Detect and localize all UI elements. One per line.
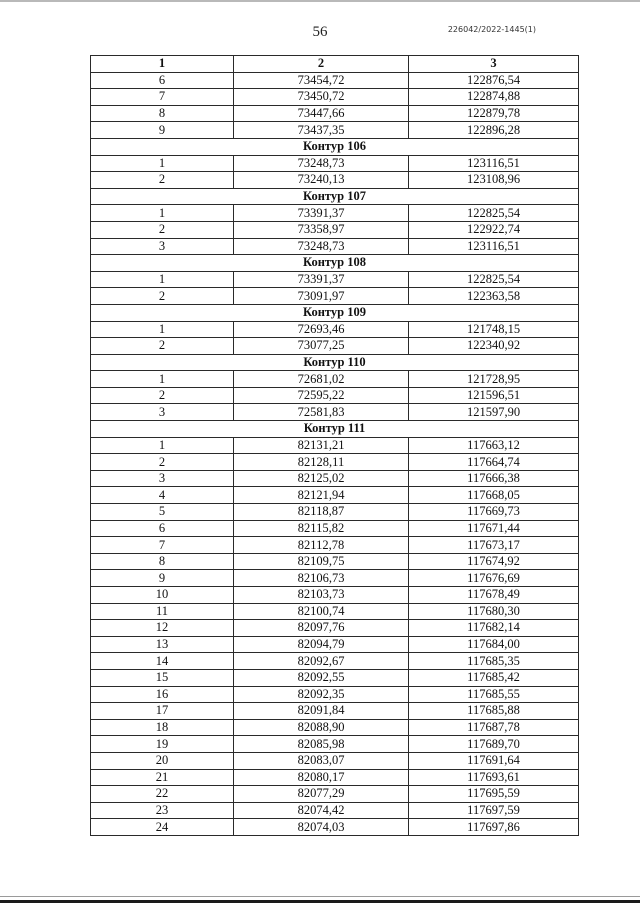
point-number-cell: 3 xyxy=(91,470,234,487)
table-row xyxy=(91,387,579,404)
table-row xyxy=(91,172,579,189)
contour-heading: Контур 111 xyxy=(91,421,579,438)
y-coordinate-cell: 123116,51 xyxy=(409,238,579,255)
point-number-cell: 8 xyxy=(91,553,234,570)
y-coordinate-cell: 122879,78 xyxy=(409,105,579,122)
x-coordinate-cell: 82092,67 xyxy=(234,653,409,670)
table-row xyxy=(91,769,579,786)
point-number-cell: 1 xyxy=(91,155,234,172)
point-number-cell: 1 xyxy=(91,205,234,222)
y-coordinate-cell: 117680,30 xyxy=(409,603,579,620)
y-coordinate-cell: 117682,14 xyxy=(409,620,579,637)
x-coordinate-cell: 73091,97 xyxy=(234,288,409,305)
x-coordinate-cell: 73077,25 xyxy=(234,338,409,355)
point-number-cell: 20 xyxy=(91,752,234,769)
point-number-cell: 18 xyxy=(91,719,234,736)
table-header xyxy=(91,56,579,73)
point-number-cell: 4 xyxy=(91,487,234,504)
table-row xyxy=(91,587,579,604)
table-row xyxy=(91,786,579,803)
point-number-cell: 24 xyxy=(91,819,234,836)
y-coordinate-cell: 122896,28 xyxy=(409,122,579,139)
y-coordinate-cell: 117664,74 xyxy=(409,454,579,471)
contour-heading: Контур 107 xyxy=(91,188,579,205)
x-coordinate-cell: 72693,46 xyxy=(234,321,409,338)
table-row xyxy=(91,221,579,238)
x-coordinate-cell: 73454,72 xyxy=(234,72,409,89)
table-row xyxy=(91,470,579,487)
y-coordinate-cell: 123108,96 xyxy=(409,172,579,189)
y-coordinate-cell: 121728,95 xyxy=(409,371,579,388)
point-number-cell: 12 xyxy=(91,620,234,637)
x-coordinate-cell: 72581,83 xyxy=(234,404,409,421)
point-number-cell: 2 xyxy=(91,221,234,238)
point-number-cell: 22 xyxy=(91,786,234,803)
y-coordinate-cell: 117685,42 xyxy=(409,669,579,686)
y-coordinate-cell: 117674,92 xyxy=(409,553,579,570)
table-row xyxy=(91,504,579,521)
y-coordinate-cell: 117691,64 xyxy=(409,752,579,769)
y-coordinate-cell: 117693,61 xyxy=(409,769,579,786)
x-coordinate-cell: 82103,73 xyxy=(234,587,409,604)
table-row xyxy=(91,454,579,471)
x-coordinate-cell: 82092,55 xyxy=(234,669,409,686)
point-number-cell: 10 xyxy=(91,587,234,604)
table-row xyxy=(91,404,579,421)
table-row xyxy=(91,802,579,819)
x-coordinate-cell: 82125,02 xyxy=(234,470,409,487)
table-row xyxy=(91,537,579,554)
table-row xyxy=(91,553,579,570)
x-coordinate-cell: 73450,72 xyxy=(234,89,409,106)
header-row xyxy=(91,56,579,73)
table-row xyxy=(91,819,579,836)
y-coordinate-cell: 121748,15 xyxy=(409,321,579,338)
table-row xyxy=(91,288,579,305)
point-number-cell: 5 xyxy=(91,504,234,521)
point-number-cell: 17 xyxy=(91,703,234,720)
bottom-edge-rule xyxy=(0,900,640,903)
x-coordinate-cell: 82074,03 xyxy=(234,819,409,836)
table-row xyxy=(91,603,579,620)
y-coordinate-cell: 122825,54 xyxy=(409,271,579,288)
table-row xyxy=(91,155,579,172)
x-coordinate-cell: 82112,78 xyxy=(234,537,409,554)
contour-heading: Контур 110 xyxy=(91,354,579,371)
document-id: 226042/2022-1445(1) xyxy=(447,25,536,34)
x-coordinate-cell: 82088,90 xyxy=(234,719,409,736)
table-body xyxy=(91,72,579,835)
x-coordinate-cell: 73391,37 xyxy=(234,271,409,288)
table-row xyxy=(91,669,579,686)
y-coordinate-cell: 122825,54 xyxy=(409,205,579,222)
top-edge-rule xyxy=(0,0,640,2)
x-coordinate-cell: 82121,94 xyxy=(234,487,409,504)
table-row xyxy=(91,437,579,454)
contour-heading-row xyxy=(91,188,579,205)
y-coordinate-cell: 123116,51 xyxy=(409,155,579,172)
x-coordinate-cell: 82077,29 xyxy=(234,786,409,803)
point-number-cell: 7 xyxy=(91,537,234,554)
point-number-cell: 9 xyxy=(91,570,234,587)
point-number-cell: 7 xyxy=(91,89,234,106)
point-number-cell: 9 xyxy=(91,122,234,139)
point-number-cell: 2 xyxy=(91,288,234,305)
point-number-cell: 15 xyxy=(91,669,234,686)
y-coordinate-cell: 117697,59 xyxy=(409,802,579,819)
y-coordinate-cell: 117689,70 xyxy=(409,736,579,753)
x-coordinate-cell: 72681,02 xyxy=(234,371,409,388)
y-coordinate-cell: 117666,38 xyxy=(409,470,579,487)
x-coordinate-cell: 82106,73 xyxy=(234,570,409,587)
header-col-3: 3 xyxy=(409,56,579,73)
page-number: 56 xyxy=(312,24,328,40)
table-row xyxy=(91,736,579,753)
table-row xyxy=(91,105,579,122)
table-row xyxy=(91,520,579,537)
x-coordinate-cell: 82100,74 xyxy=(234,603,409,620)
point-number-cell: 16 xyxy=(91,686,234,703)
x-coordinate-cell: 82085,98 xyxy=(234,736,409,753)
x-coordinate-cell: 73240,13 xyxy=(234,172,409,189)
table-row xyxy=(91,238,579,255)
point-number-cell: 2 xyxy=(91,387,234,404)
point-number-cell: 1 xyxy=(91,321,234,338)
table-row xyxy=(91,620,579,637)
point-number-cell: 2 xyxy=(91,454,234,471)
point-number-cell: 2 xyxy=(91,172,234,189)
table-row xyxy=(91,271,579,288)
contour-heading: Контур 108 xyxy=(91,255,579,272)
y-coordinate-cell: 117687,78 xyxy=(409,719,579,736)
contour-heading-row xyxy=(91,421,579,438)
point-number-cell: 6 xyxy=(91,520,234,537)
header-col-2: 2 xyxy=(234,56,409,73)
y-coordinate-cell: 117684,00 xyxy=(409,636,579,653)
table-row xyxy=(91,89,579,106)
point-number-cell: 8 xyxy=(91,105,234,122)
bottom-edge-rule-thin xyxy=(0,896,640,897)
x-coordinate-cell: 73248,73 xyxy=(234,238,409,255)
x-coordinate-cell: 72595,22 xyxy=(234,387,409,404)
y-coordinate-cell: 121597,90 xyxy=(409,404,579,421)
header-col-1: 1 xyxy=(91,56,234,73)
table-row xyxy=(91,321,579,338)
point-number-cell: 2 xyxy=(91,338,234,355)
point-number-cell: 14 xyxy=(91,653,234,670)
contour-heading-row xyxy=(91,354,579,371)
contour-heading-row xyxy=(91,255,579,272)
point-number-cell: 1 xyxy=(91,371,234,388)
x-coordinate-cell: 82097,76 xyxy=(234,620,409,637)
y-coordinate-cell: 122874,88 xyxy=(409,89,579,106)
y-coordinate-cell: 122340,92 xyxy=(409,338,579,355)
table-row xyxy=(91,72,579,89)
point-number-cell: 11 xyxy=(91,603,234,620)
point-number-cell: 1 xyxy=(91,437,234,454)
x-coordinate-cell: 82080,17 xyxy=(234,769,409,786)
x-coordinate-cell: 73391,37 xyxy=(234,205,409,222)
x-coordinate-cell: 73358,97 xyxy=(234,221,409,238)
x-coordinate-cell: 82115,82 xyxy=(234,520,409,537)
table-row xyxy=(91,122,579,139)
x-coordinate-cell: 82094,79 xyxy=(234,636,409,653)
table-row xyxy=(91,338,579,355)
x-coordinate-cell: 73447,66 xyxy=(234,105,409,122)
contour-heading: Контур 106 xyxy=(91,138,579,155)
table-row xyxy=(91,752,579,769)
contour-heading-row xyxy=(91,304,579,321)
x-coordinate-cell: 82091,84 xyxy=(234,703,409,720)
x-coordinate-cell: 82109,75 xyxy=(234,553,409,570)
point-number-cell: 1 xyxy=(91,271,234,288)
y-coordinate-cell: 122922,74 xyxy=(409,221,579,238)
x-coordinate-cell: 82092,35 xyxy=(234,686,409,703)
point-number-cell: 3 xyxy=(91,238,234,255)
table-row xyxy=(91,570,579,587)
table-row xyxy=(91,487,579,504)
table-row xyxy=(91,686,579,703)
y-coordinate-cell: 121596,51 xyxy=(409,387,579,404)
x-coordinate-cell: 82083,07 xyxy=(234,752,409,769)
y-coordinate-cell: 117678,49 xyxy=(409,587,579,604)
y-coordinate-cell: 117685,55 xyxy=(409,686,579,703)
x-coordinate-cell: 82118,87 xyxy=(234,504,409,521)
coordinates-table xyxy=(90,55,579,836)
x-coordinate-cell: 82128,11 xyxy=(234,454,409,471)
y-coordinate-cell: 122363,58 xyxy=(409,288,579,305)
table-row xyxy=(91,719,579,736)
table-row xyxy=(91,653,579,670)
y-coordinate-cell: 117685,35 xyxy=(409,653,579,670)
table-row xyxy=(91,703,579,720)
y-coordinate-cell: 117697,86 xyxy=(409,819,579,836)
x-coordinate-cell: 73248,73 xyxy=(234,155,409,172)
table-row xyxy=(91,205,579,222)
y-coordinate-cell: 122876,54 xyxy=(409,72,579,89)
point-number-cell: 3 xyxy=(91,404,234,421)
x-coordinate-cell: 82131,21 xyxy=(234,437,409,454)
y-coordinate-cell: 117669,73 xyxy=(409,504,579,521)
contour-heading: Контур 109 xyxy=(91,304,579,321)
table-row xyxy=(91,636,579,653)
point-number-cell: 21 xyxy=(91,769,234,786)
y-coordinate-cell: 117695,59 xyxy=(409,786,579,803)
y-coordinate-cell: 117663,12 xyxy=(409,437,579,454)
y-coordinate-cell: 117673,17 xyxy=(409,537,579,554)
contour-heading-row xyxy=(91,138,579,155)
point-number-cell: 6 xyxy=(91,72,234,89)
y-coordinate-cell: 117668,05 xyxy=(409,487,579,504)
point-number-cell: 23 xyxy=(91,802,234,819)
y-coordinate-cell: 117685,88 xyxy=(409,703,579,720)
y-coordinate-cell: 117671,44 xyxy=(409,520,579,537)
table-row xyxy=(91,371,579,388)
y-coordinate-cell: 117676,69 xyxy=(409,570,579,587)
x-coordinate-cell: 82074,42 xyxy=(234,802,409,819)
point-number-cell: 19 xyxy=(91,736,234,753)
x-coordinate-cell: 73437,35 xyxy=(234,122,409,139)
point-number-cell: 13 xyxy=(91,636,234,653)
